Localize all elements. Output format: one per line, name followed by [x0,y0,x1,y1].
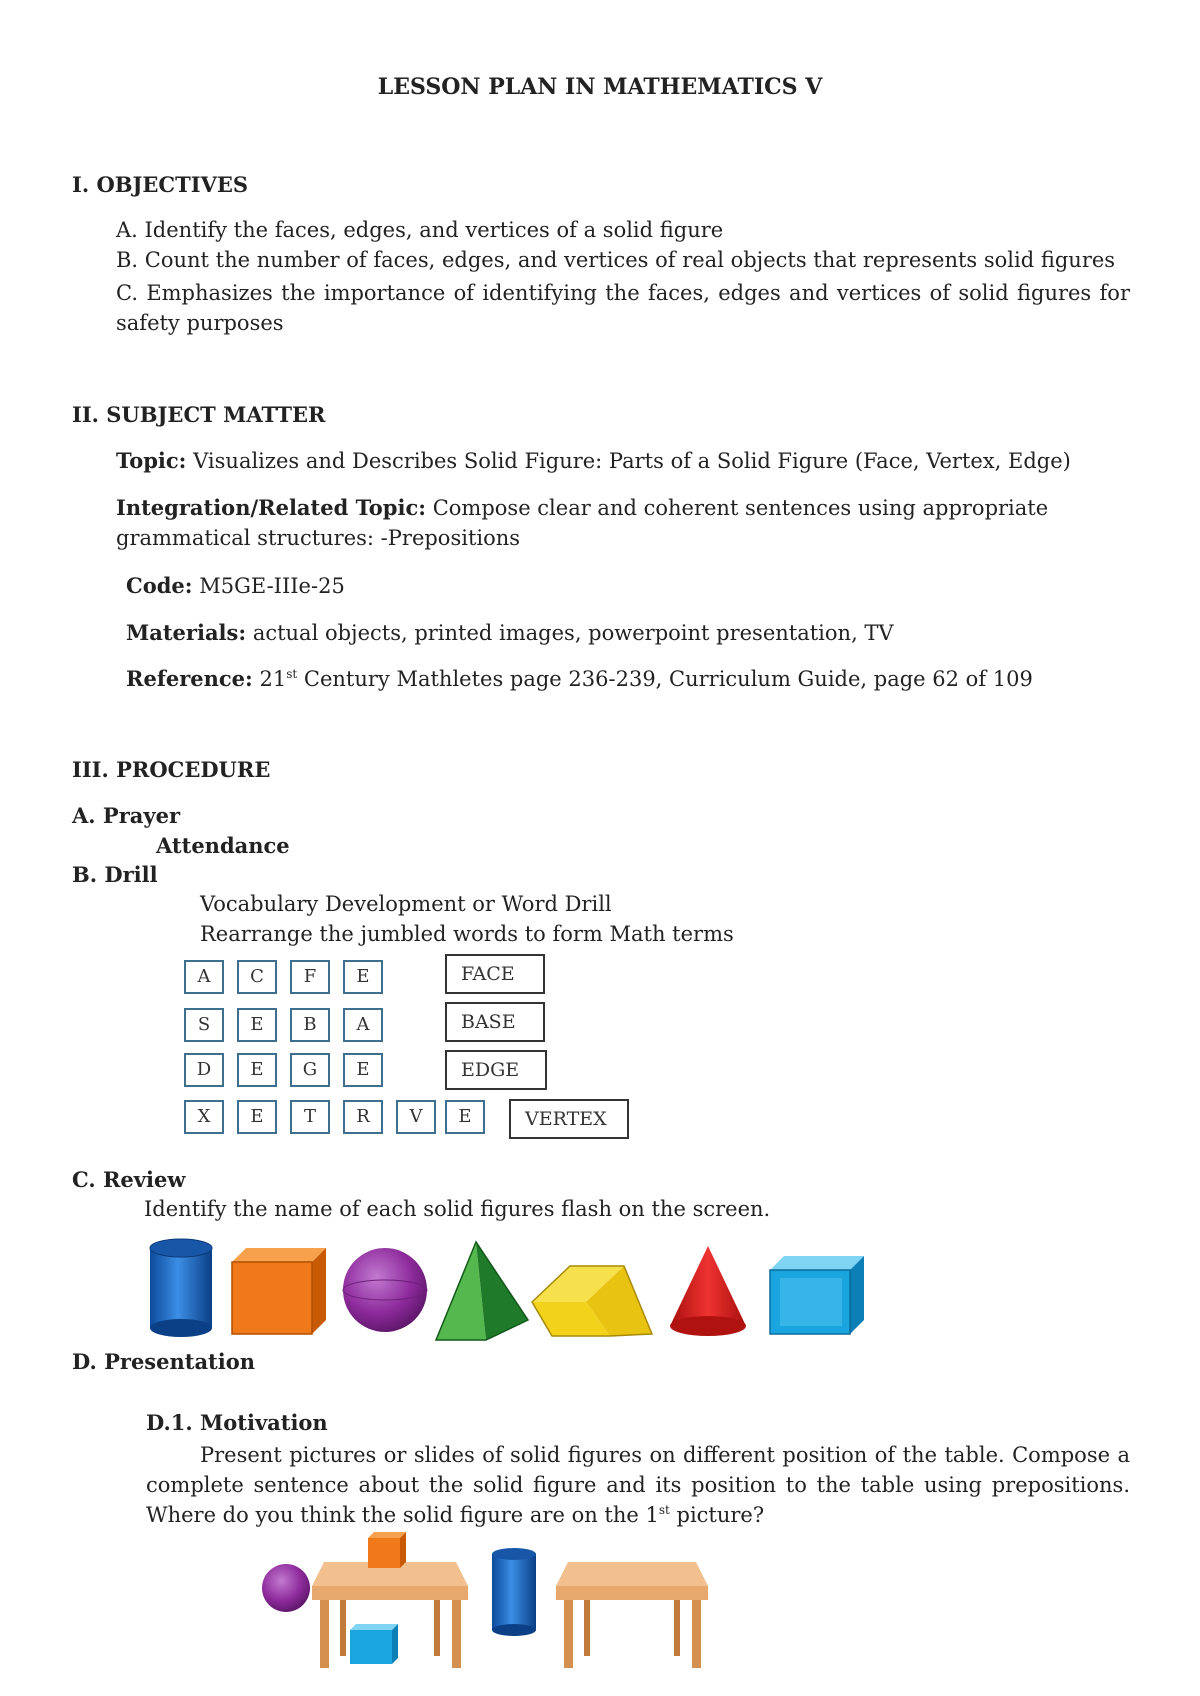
reference-rest: Century Mathletes page 236-239, Curriculum Guide, page 62 of 109 [297,667,1033,691]
cube-icon [368,1532,406,1568]
review-text: Identify the name of each solid figures flash on the screen. [144,1197,771,1221]
motivation-part1: Present pictures or slides of solid figures on different position of the table. Compose a complete sentence about the solid figure and its position to the table using prepositions. Where do you think the solid figure are on the 1 [146,1443,1130,1527]
attendance-label: Attendance [156,833,290,858]
reference-sup: st [286,667,298,681]
topic-line [116,448,1071,473]
answer-box: VERTEX [509,1099,629,1139]
motivation-picture [250,1532,720,1672]
objective-b: B. Count the number of faces, edges, and vertices of real objects that represents solid figures [116,248,1116,272]
motivation-sup: st [658,1503,670,1517]
code-label: Code: [126,573,193,598]
letter-tile: T [290,1100,330,1134]
rectangular-prism-icon [350,1624,398,1664]
rectangular-prism-icon [770,1256,864,1334]
subject-matter-heading: II. SUBJECT MATTER [72,402,326,427]
letter-tile: B [290,1008,330,1042]
objectives-heading: I. OBJECTIVES [72,172,249,197]
materials-label: Materials: [126,620,247,645]
table-icon [556,1562,708,1668]
letter-tile: X [184,1100,224,1134]
letter-tile: G [290,1053,330,1087]
letter-tile: E [343,1053,383,1087]
reference-num: 21 [259,667,287,691]
letter-tile: S [184,1008,224,1042]
letter-tile: A [343,1008,383,1042]
answer-box: FACE [445,954,545,994]
code-line [126,573,345,598]
sphere-icon [343,1248,427,1332]
letter-tile: A [184,960,224,994]
letter-tile: E [445,1100,485,1134]
letter-tile: R [343,1100,383,1134]
page-title: LESSON PLAN IN MATHEMATICS V [377,74,823,100]
integration-line [116,493,1096,553]
motivation-label: D.1. Motivation [146,1410,328,1435]
triangular-prism-icon [532,1266,652,1336]
motivation-part2: picture? [669,1503,765,1527]
integration-label: Integration/Related Topic: [116,495,427,520]
drill-label: B. Drill [72,862,158,887]
cone-icon [670,1246,746,1336]
letter-tile: C [237,960,277,994]
reference-line [126,666,1033,691]
topic-label: Topic: [116,448,187,473]
materials-value: actual objects, printed images, powerpoint presentation, TV [252,621,894,645]
objective-a: A. Identify the faces, edges, and vertices of a solid figure [116,218,724,242]
objective-c: C. Emphasizes the importance of identifying the faces, edges and vertices of solid figures for safety purposes [116,281,1130,335]
procedure-heading: III. PROCEDURE [72,757,271,782]
drill-line-1: Vocabulary Development or Word Drill [200,892,612,916]
review-label: C. Review [72,1167,186,1192]
letter-tile: F [290,960,330,994]
topic-value: Visualizes and Describes Solid Figure: Parts of a Solid Figure (Face, Vertex, Edge) [193,449,1071,473]
presentation-label: D. Presentation [72,1349,256,1374]
cylinder-icon [150,1239,212,1337]
answer-box: BASE [445,1002,545,1042]
letter-tile: D [184,1053,224,1087]
letter-tile: V [396,1100,436,1134]
letter-tile: E [237,1053,277,1087]
reference-label: Reference: [126,666,253,691]
review-shapes [140,1232,880,1342]
sphere-icon [262,1564,310,1612]
code-value: M5GE-IIIe-25 [199,574,345,598]
letter-tile: E [237,1008,277,1042]
pyramid-icon [436,1242,528,1340]
prayer-label: A. Prayer [72,803,181,828]
cylinder-icon [492,1548,536,1636]
cube-icon [232,1248,326,1334]
letter-tile: E [237,1100,277,1134]
letter-tile: E [343,960,383,994]
integration-value: Compose clear and coherent sentences using appropriate grammatical structures: -Prepositions [116,496,1049,550]
answer-box: EDGE [445,1050,547,1090]
drill-line-2: Rearrange the jumbled words to form Math terms [200,922,734,946]
materials-line [126,620,894,645]
motivation-text [146,1440,1130,1530]
